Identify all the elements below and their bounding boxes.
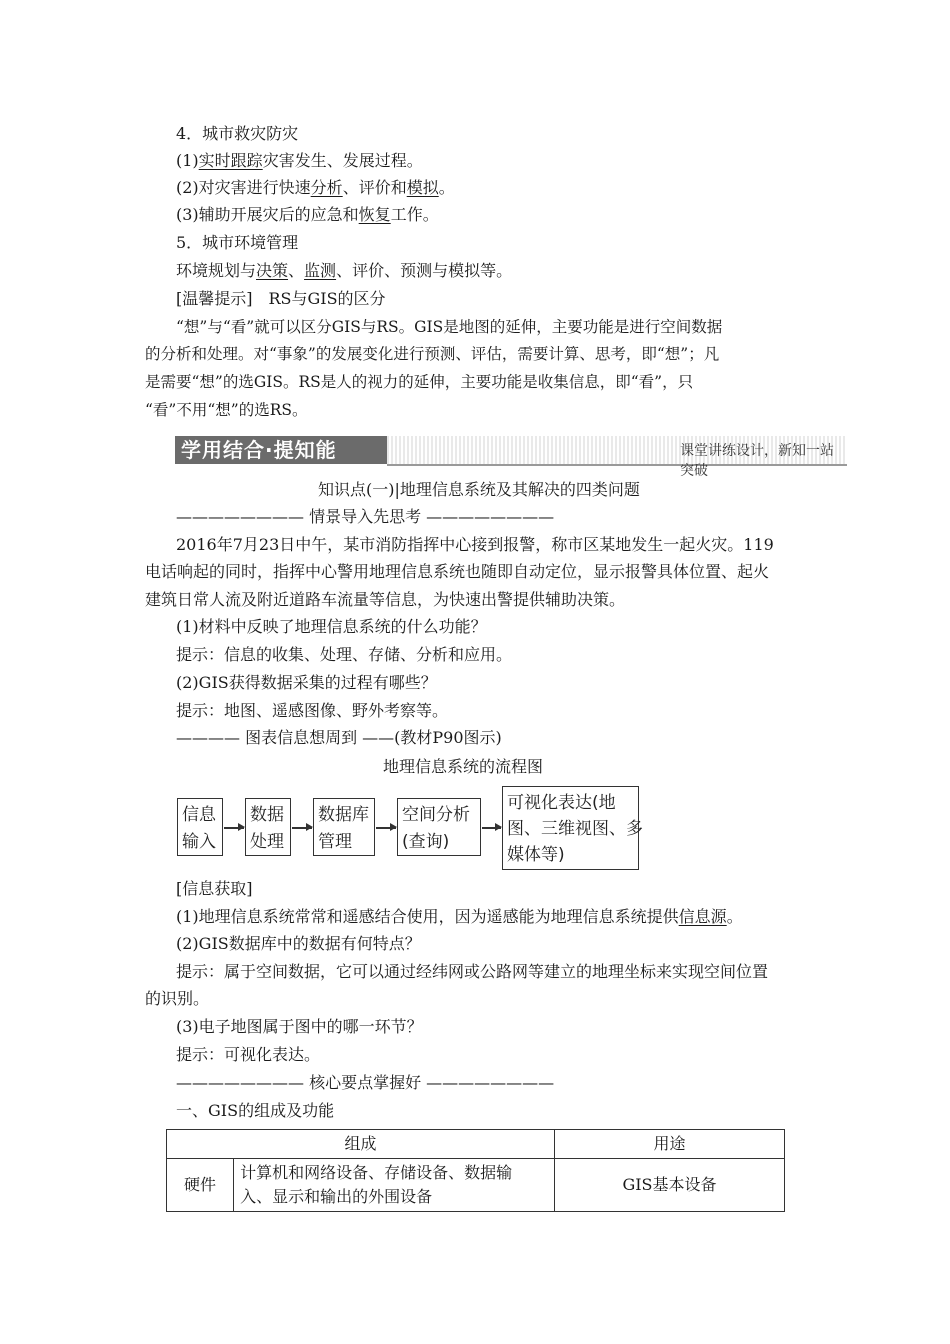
section4-heading: 4．城市救灾防灾 <box>176 124 299 143</box>
section-banner <box>175 436 847 479</box>
section5-line: 环境规划与决策、监测、评价、预测与模拟等。 <box>176 261 513 280</box>
info-1: (1)地理信息系统常常和遥感结合使用，因为遥感能为地理信息系统提供信息源。 <box>176 907 743 926</box>
core-header: ———————— 核心要点掌握好 ———————— <box>176 1073 555 1092</box>
flow-arrow <box>482 827 501 829</box>
banner-title: 学用结合·提知能 <box>175 436 387 464</box>
scenario-header: ———————— 情景导入先思考 ———————— <box>176 507 555 526</box>
table-header-composition: 组成 <box>167 1130 555 1159</box>
tip-line: “看”不用“想”的选RS。 <box>145 401 308 419</box>
flow-box-spatial-analysis: 空间分析 (查询) <box>397 798 481 856</box>
scenario-line: 电话响起的同时，指挥中心警用地理信息系统也随即自动定位，显示报警具体位置、起火 <box>145 562 770 581</box>
gis-heading: 一、GIS的组成及功能 <box>176 1101 335 1120</box>
table-cell-desc: 计算机和网络设备、存储设备、数据输 入、显示和输出的外围设备 <box>234 1159 555 1212</box>
info-2-answer-cont: 的识别。 <box>145 989 210 1008</box>
section4-item1: (1)实时跟踪灾害发生、发展过程。 <box>176 151 423 170</box>
table-row <box>167 1159 785 1212</box>
chart-header: ———— 图表信息想周到 ——(教材P90图示) <box>176 728 502 747</box>
tip-line: 是需要“想”的选GIS。RS是人的视力的延伸，主要功能是收集信息，即“看”，只 <box>145 373 694 391</box>
tip-label: [温馨提示] RS与GIS的区分 <box>176 289 386 308</box>
flow-arrow <box>224 827 244 829</box>
info-3: (3)电子地图属于图中的哪一环节？ <box>176 1017 423 1036</box>
table-cell-type: 硬件 <box>167 1159 234 1212</box>
flow-arrow <box>376 827 396 829</box>
table-header-use: 用途 <box>555 1130 785 1159</box>
flow-box-info-input: 信息 输入 <box>177 798 223 856</box>
flow-arrow <box>292 827 312 829</box>
answer-1: 提示：信息的收集、处理、存储、分析和应用。 <box>176 645 513 664</box>
gis-table <box>166 1129 785 1212</box>
flow-box-visualization: 可视化表达(地 图、三维视图、多 媒体等) <box>502 786 639 870</box>
scenario-line: 2016年7月23日中午，某市消防指挥中心接到报警，称市区某地发生一起火灾。119 <box>176 535 774 554</box>
flow-box-database-management: 数据库 管理 <box>313 798 375 856</box>
flowchart-title: 地理信息系统的流程图 <box>383 757 544 776</box>
tip-line: “想”与“看”就可以区分GIS与RS。GIS是地图的延伸，主要功能是进行空间数据 <box>176 318 723 336</box>
section4-item3: (3)辅助开展灾后的应急和恢复工作。 <box>176 205 439 224</box>
tip-line: 的分析和处理。对“事象”的发展变化进行预测、评估，需要计算、思考，即“想”；凡 <box>145 345 720 363</box>
info-3-answer: 提示：可视化表达。 <box>176 1045 321 1064</box>
question-1: (1)材料中反映了地理信息系统的什么功能？ <box>176 617 487 636</box>
banner-subtitle: 课堂讲练设计，新知一站突破 <box>680 443 834 479</box>
info-2-answer: 提示：属于空间数据，它可以通过经纬网或公路网等建立的地理坐标来实现空间位置 <box>176 962 769 981</box>
section5-heading: 5．城市环境管理 <box>176 233 299 252</box>
info-label: [信息获取] <box>176 879 253 898</box>
answer-2: 提示：地图、遥感图像、野外考察等。 <box>176 701 449 720</box>
info-2: (2)GIS数据库中的数据有何特点？ <box>176 934 421 953</box>
question-2: (2)GIS获得数据采集的过程有哪些？ <box>176 673 437 692</box>
scenario-line: 建筑日常人流及附近道路车流量等信息，为快速出警提供辅助决策。 <box>145 590 626 609</box>
section4-item2: (2)对灾害进行快速分析、评价和模拟。 <box>176 178 455 197</box>
table-cell-use: GIS基本设备 <box>555 1159 785 1212</box>
table-header-row <box>167 1130 785 1159</box>
flow-box-data-processing: 数据 处理 <box>245 798 291 856</box>
knowledge-point-title: 知识点(一)|地理信息系统及其解决的四类问题 <box>318 480 640 499</box>
